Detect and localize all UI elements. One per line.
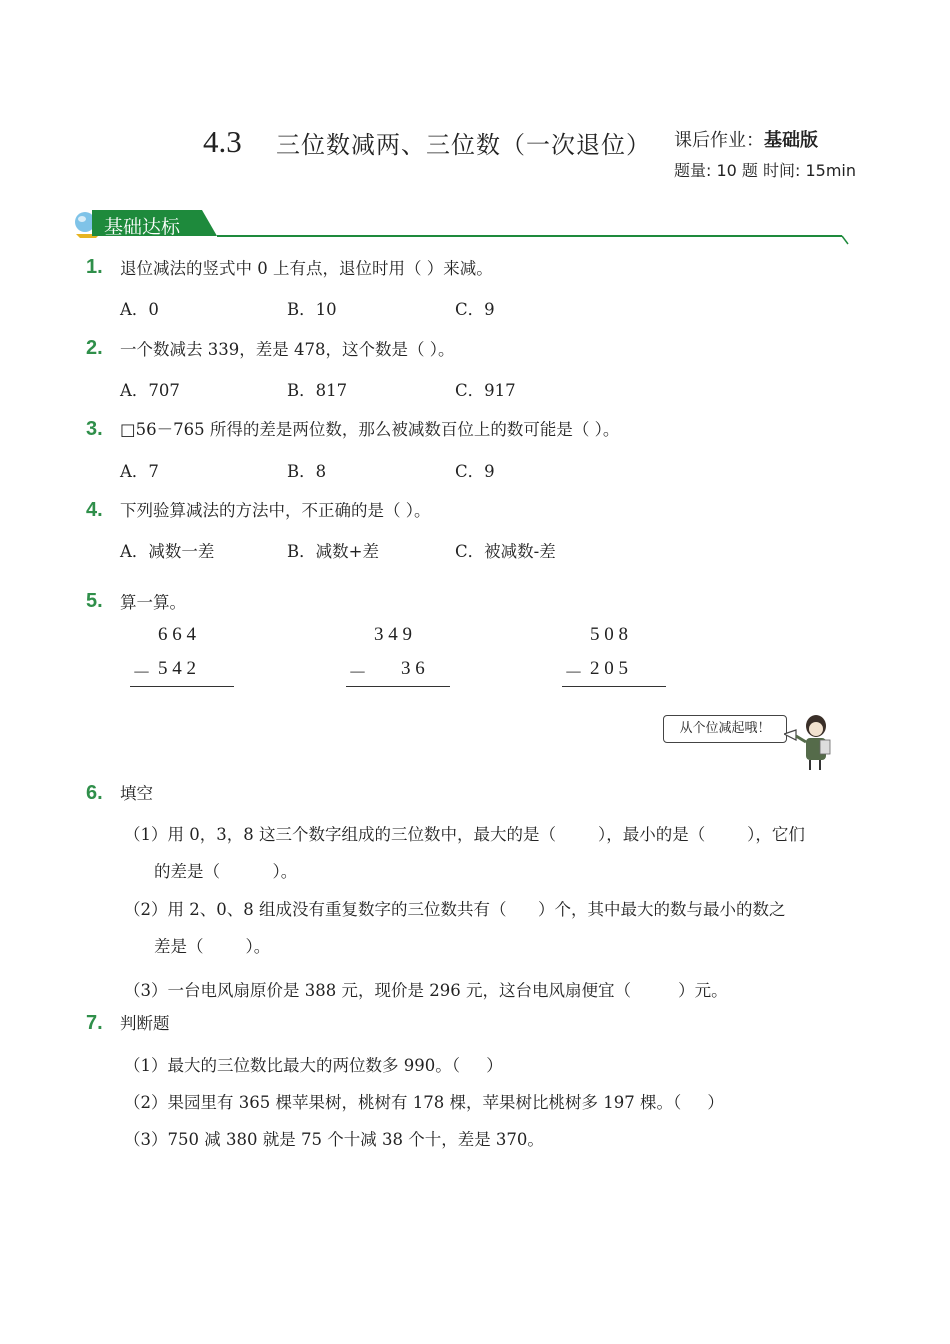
q1-text: 退位减法的竖式中 0 上有点，退位时用（ ）来减。 <box>120 259 493 278</box>
q4-option-c[interactable]: C．被减数-差 <box>455 542 556 561</box>
vertical-problem-2-line <box>346 686 450 687</box>
q6-text: 填空 <box>120 784 153 803</box>
q4-option-b[interactable]: B．减数+差 <box>287 542 379 561</box>
vertical-problem-3-line <box>562 686 666 687</box>
vertical-problem-1-top: 6 6 4 <box>158 624 196 645</box>
teacher-icon <box>784 712 840 770</box>
q3-number: 3. <box>86 418 103 440</box>
q4-number: 4. <box>86 499 103 521</box>
q3-text: □56－765 所得的差是两位数，那么被减数百位上的数可能是（ ）。 <box>120 420 620 439</box>
section-banner <box>72 206 852 248</box>
vertical-problem-1-bottom: 5 4 2 <box>158 658 196 679</box>
q1-option-b[interactable]: B．10 <box>287 300 337 319</box>
vertical-problem-3-bottom: 2 0 5 <box>590 658 628 679</box>
hint-bubble: 从个位减起哦！ <box>663 715 787 743</box>
q7-item-2: （2）果园里有 365 棵苹果树，桃树有 178 棵，苹果树比桃树多 197 棵。（ ） <box>124 1093 724 1112</box>
q2-option-b[interactable]: B．817 <box>287 381 348 400</box>
q6-item-3: （3）一台电风扇原价是 388 元，现价是 296 元，这台电风扇便宜（ ）元。 <box>124 981 728 1000</box>
lesson-title: 三位数减两、三位数（一次退位） <box>276 131 651 159</box>
section-banner-graphic <box>72 206 852 248</box>
vertical-problem-1-line <box>130 686 234 687</box>
q4-text: 下列验算减法的方法中，不正确的是（ ）。 <box>120 501 431 520</box>
q7-item-1: （1）最大的三位数比最大的两位数多 990。（ ） <box>124 1056 503 1075</box>
q6-item-1: （1）用 0，3，8 这三个数字组成的三位数中，最大的是（ ），最小的是（ ），它们 <box>124 825 805 844</box>
q7-text: 判断题 <box>120 1014 170 1033</box>
vertical-problem-2-sign: － <box>348 663 368 684</box>
vertical-problem-2-bottom: 3 6 <box>401 658 425 679</box>
q2-option-c[interactable]: C．917 <box>455 381 516 400</box>
section-label: 基础达标 <box>104 216 181 238</box>
q3-option-c[interactable]: C．9 <box>455 462 495 481</box>
vertical-problem-3-top: 5 0 8 <box>590 624 628 645</box>
q7-number: 7. <box>86 1012 103 1034</box>
q6-number: 6. <box>86 782 103 804</box>
q1-option-c[interactable]: C．9 <box>455 300 495 319</box>
homework-level: 基础版 <box>764 130 818 151</box>
vertical-problem-1-sign: － <box>132 663 152 684</box>
q1-option-a[interactable]: A．0 <box>120 300 159 319</box>
q1-number: 1. <box>86 256 103 278</box>
q2-number: 2. <box>86 337 103 359</box>
vertical-problem-2-top: 3 4 9 <box>374 624 412 645</box>
q3-option-a[interactable]: A．7 <box>120 462 159 481</box>
lesson-number: 4.3 <box>203 124 242 159</box>
q4-option-a[interactable]: A．减数一差 <box>120 542 215 561</box>
q2-text: 一个数减去 339，差是 478，这个数是（ ）。 <box>120 340 455 359</box>
q5-number: 5. <box>86 590 103 612</box>
homework-label <box>674 126 818 152</box>
q6-item-2-cont: 差是（ ）。 <box>154 937 271 956</box>
homework-prefix: 课后作业： <box>674 130 764 151</box>
homework-meta: 题量: 10 题 时间: 15min <box>674 161 857 180</box>
q2-option-a[interactable]: A．707 <box>120 381 180 400</box>
vertical-problem-3-sign: － <box>564 663 584 684</box>
q3-option-b[interactable]: B．8 <box>287 462 327 481</box>
q6-item-1-cont: 的差是（ ）。 <box>154 862 298 881</box>
q6-item-2: （2）用 2、0、8 组成没有重复数字的三位数共有（ ）个，其中最大的数与最小的数之 <box>124 900 786 919</box>
q5-text: 算一算。 <box>120 593 186 612</box>
q7-item-3: （3）750 减 380 就是 75 个十减 38 个十，差是 370。 <box>124 1130 544 1149</box>
